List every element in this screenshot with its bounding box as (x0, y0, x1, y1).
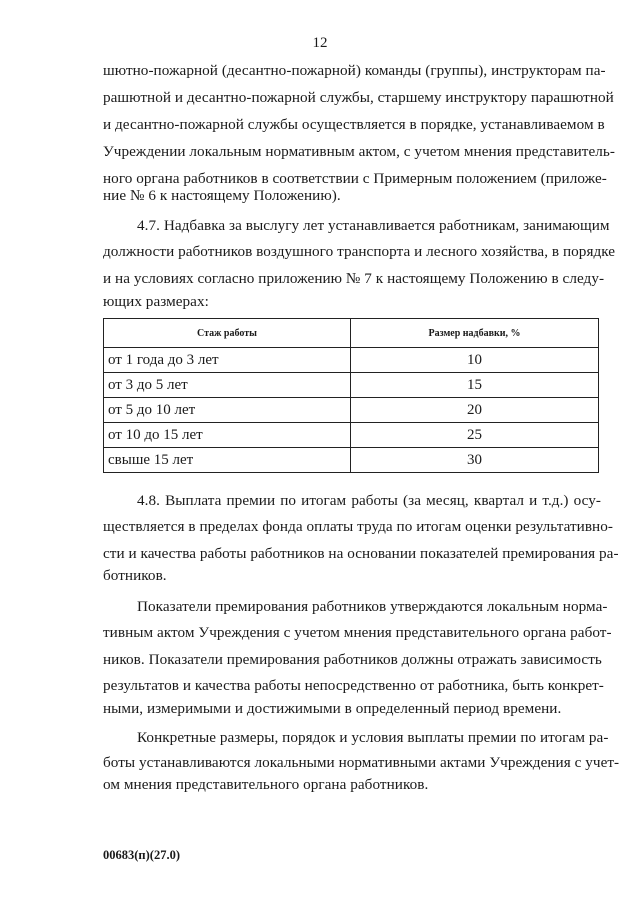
page-number: 12 (312, 35, 328, 51)
table-row (104, 398, 599, 423)
stazh-cell: от 3 до 5 лет (104, 373, 351, 398)
header-stazh: Стаж работы (104, 319, 351, 348)
paragraph-specific-line: ом мнения представительного органа работников. (103, 776, 429, 793)
bonus-cell: 30 (351, 448, 599, 473)
paragraph-indicators-line: результатов и качества работы непосредственно от работника, быть конкрет- (103, 677, 604, 694)
paragraph-4-8-line: ботников. (103, 567, 167, 584)
paragraph-indicators-line: ными, измеримыми и достижимыми в определенный период времени. (103, 700, 562, 717)
paragraph-4-7-line: должности работников воздушного транспорта и лесного хозяйства, в порядке (103, 243, 616, 260)
table-header-row (104, 319, 599, 348)
paragraph-indicators-line: Показатели премирования работников утверждаются локальным норма- (137, 598, 608, 615)
seniority-bonus-table (103, 318, 599, 473)
bonus-cell: 20 (351, 398, 599, 423)
bonus-cell: 15 (351, 373, 599, 398)
paragraph-line: Учреждении локальным нормативным актом, с учетом мнения представитель- (103, 143, 615, 160)
paragraph-line: ного органа работников в соответствии с Примерным положением (приложе- (103, 170, 607, 187)
paragraph-indicators-line: тивным актом Учреждения с учетом мнения представительного органа работ- (103, 624, 612, 641)
bonus-cell: 10 (351, 348, 599, 373)
paragraph-4-8-line: сти и качества работы работников на основании показателей премирования ра- (103, 545, 619, 562)
paragraph-4-7-line: 4.7. Надбавка за выслугу лет устанавливается работникам, занимающим (137, 217, 610, 234)
paragraph-line: рашютной и десантно-пожарной службы, старшему инструктору парашютной (103, 89, 614, 106)
paragraph-4-7-line: и на условиях согласно приложению № 7 к настоящему Положению в следу- (103, 270, 605, 287)
document-code: 00683(п)(27.0) (103, 848, 180, 862)
paragraph-indicators-line: ников. Показатели премирования работников должны отражать зависимость (103, 651, 602, 668)
stazh-cell: от 10 до 15 лет (104, 423, 351, 448)
table-row (104, 448, 599, 473)
table-row (104, 423, 599, 448)
stazh-cell: свыше 15 лет (104, 448, 351, 473)
paragraph-line: и десантно-пожарной службы осуществляется в порядке, устанавливаемом в (103, 116, 605, 133)
table-row (104, 373, 599, 398)
header-bonus-size: Размер надбавки, % (351, 319, 599, 348)
stazh-cell: от 1 года до 3 лет (104, 348, 351, 373)
paragraph-4-7-line: ющих размерах: (103, 293, 209, 310)
paragraph-line: шютно-пожарной (десантно-пожарной) команды (группы), инструкторам па- (103, 62, 606, 79)
paragraph-line: ние № 6 к настоящему Положению). (103, 187, 341, 204)
bonus-cell: 25 (351, 423, 599, 448)
stazh-cell: от 5 до 10 лет (104, 398, 351, 423)
paragraph-4-8-line: ществляется в пределах фонда оплаты труда по итогам оценки результативно- (103, 518, 613, 535)
paragraph-specific-line: Конкретные размеры, порядок и условия выплаты премии по итогам ра- (137, 729, 609, 746)
paragraph-4-8-line: 4.8. Выплата премии по итогам работы (за месяц, квартал и т.д.) осу- (137, 492, 601, 509)
paragraph-specific-line: боты устанавливаются локальными нормативными актами Учреждения с учет- (103, 754, 620, 771)
table-row (104, 348, 599, 373)
